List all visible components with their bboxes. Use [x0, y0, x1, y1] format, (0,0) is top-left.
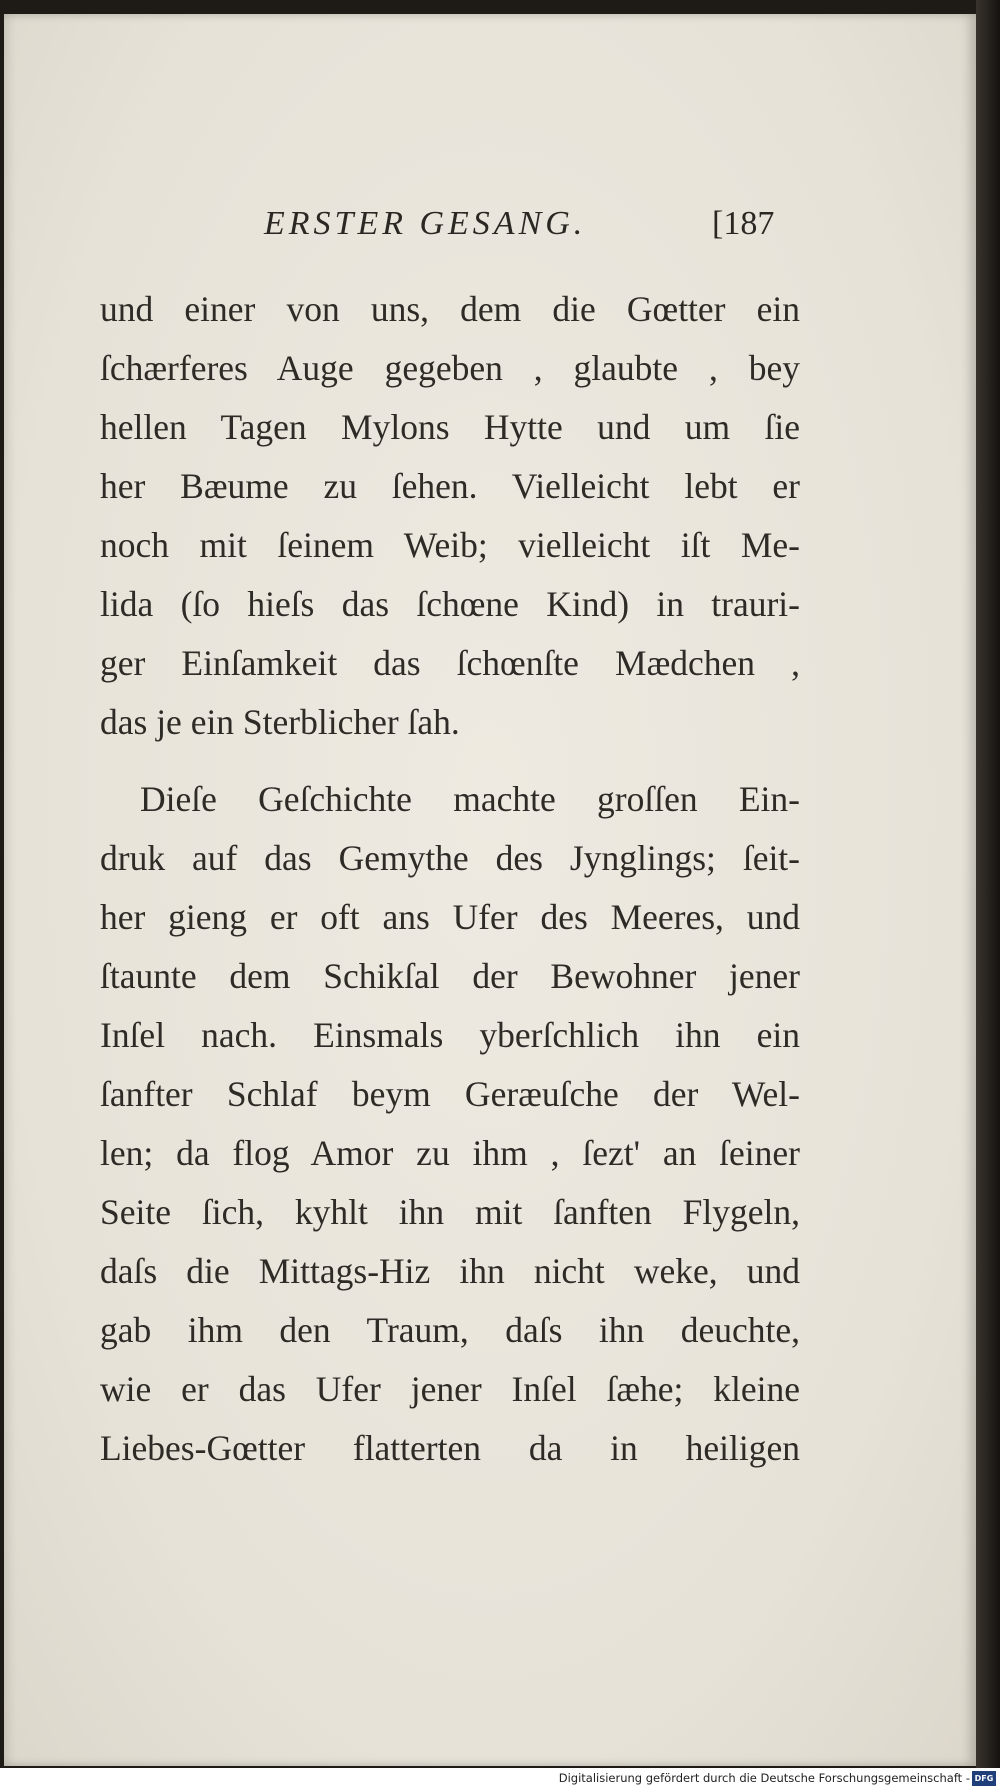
body-text	[100, 280, 800, 1478]
text-line: noch mit ſeinem Weib; vielleicht iſt Me-	[100, 525, 800, 565]
text-line: Dieſe Geſchichte machte groſſen Ein-	[140, 779, 800, 819]
paragraph-gap	[100, 752, 800, 770]
page-header	[0, 205, 1000, 255]
text-line: ger Einſamkeit das ſchœnſte Mædchen ,	[100, 643, 800, 683]
text-line: Seite ſich, kyhlt ihn mit ſanften Flygeln,	[100, 1192, 800, 1232]
text-line: len; da flog Amor zu ihm , ſezt' an ſeiner	[100, 1133, 800, 1173]
dfg-logo-icon: DFG	[972, 1771, 996, 1786]
text-line: Inſel nach. Einsmals yberſchlich ihn ein	[100, 1015, 800, 1055]
digitization-footer	[0, 1768, 1000, 1790]
text-line: ſanfter Schlaf beym Geræuſche der Wel-	[100, 1074, 800, 1114]
text-line: hellen Tagen Mylons Hytte und um ſie	[100, 407, 800, 447]
text-line: und einer von uns, dem die Gœtter ein	[100, 289, 800, 329]
text-line: lida (ſo hieſs das ſchœne Kind) in trauri-	[100, 584, 800, 624]
text-line: gab ihm den Traum, daſs ihn deuchte,	[100, 1310, 800, 1350]
funding-credit: Digitalisierung gefördert durch die Deutsche Forschungsgemeinschaft -	[558, 1771, 970, 1785]
text-line: daſs die Mittags-Hiz ihn nicht weke, und	[100, 1251, 800, 1291]
text-line: her gieng er oft ans Ufer des Meeres, und	[100, 897, 800, 937]
text-line: ſchærferes Auge gegeben , glaubte , bey	[100, 348, 800, 388]
text-line: wie er das Ufer jener Inſel ſæhe; kleine	[100, 1369, 800, 1409]
page-number: [187	[712, 205, 775, 242]
text-line: Liebes-Gœtter flatterten da in heiligen	[100, 1428, 800, 1468]
text-line: her Bæume zu ſehen. Vielleicht lebt er	[100, 466, 800, 506]
text-line: druk auf das Gemythe des Jynglings; ſeit-	[100, 838, 800, 878]
text-line: ſtaunte dem Schikſal der Bewohner jener	[100, 956, 800, 996]
book-edge-shadow	[976, 0, 1000, 1790]
text-line: das je ein Sterblicher ſah.	[100, 702, 460, 742]
running-head: ERSTER GESANG.	[264, 205, 587, 242]
